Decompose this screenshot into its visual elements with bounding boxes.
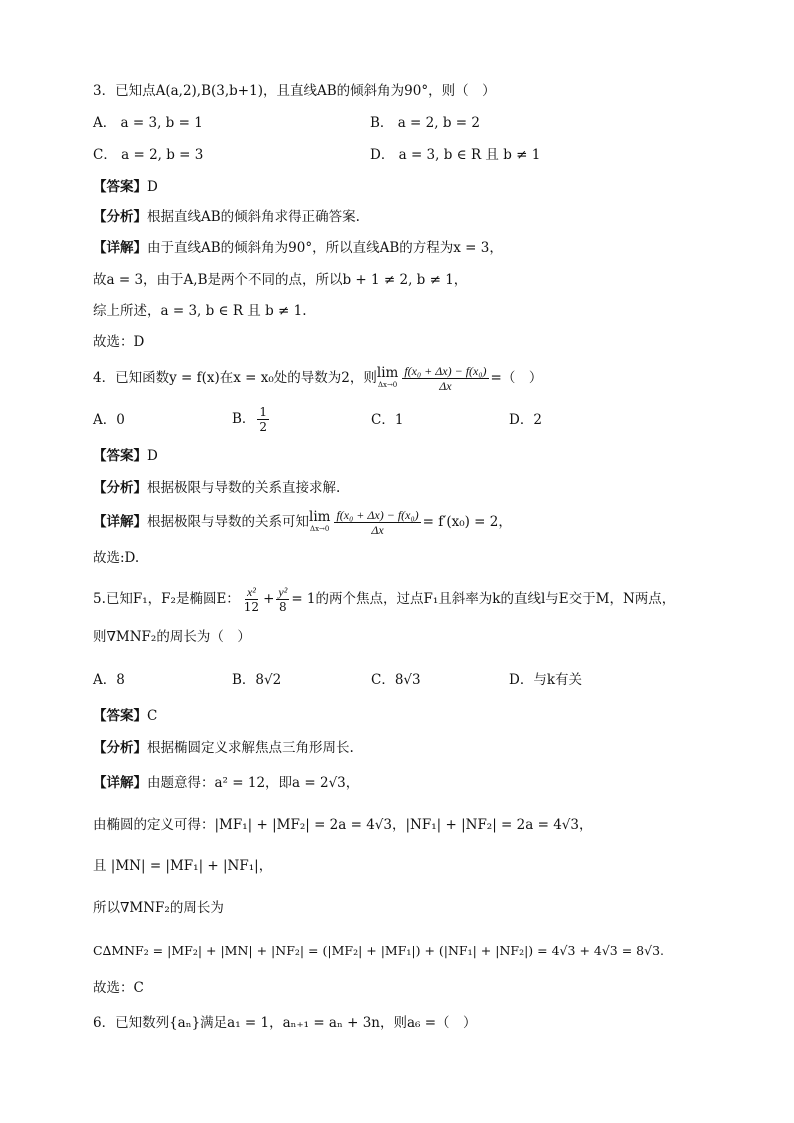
fraction-denominator: 2 [259, 420, 268, 434]
q5-stem-line-2: 则∇MNF₂的周长为（ ） [93, 629, 251, 645]
q3-option-b: B． a = 2, b = 2 [370, 115, 480, 131]
half-fraction [257, 405, 269, 434]
q5-stem-pre: 5.已知F₁，F₂是椭圆E： [93, 591, 240, 607]
q4-option-a: A．0 [93, 412, 125, 428]
detail-label: 【详解】 [93, 775, 147, 791]
q3-option-a: A． a = 3, b = 1 [93, 115, 203, 131]
analysis-text: 根据椭圆定义求解焦点三角形周长. [147, 740, 354, 756]
lim-operator [309, 508, 331, 535]
detail-label: 【详解】 [93, 514, 147, 530]
q4-fraction [402, 364, 488, 393]
q4-stem [93, 363, 542, 393]
q3-detail-line-2: 故a = 3，由于A,B是两个不同的点，所以b + 1 ≠ 2, b ≠ 1， [93, 272, 468, 288]
q4-detail [93, 505, 512, 539]
detail-text: 由题意得：a² = 12，即a = 2√3， [147, 775, 360, 791]
answer-value: D [147, 179, 158, 195]
q4-analysis [93, 478, 340, 498]
fraction-numerator: f(x₀ + Δx) − f(x₀) [336, 508, 419, 522]
q4-option-d: D．2 [509, 412, 542, 428]
q3-choose: 故选：D [93, 334, 145, 350]
q5-answer [93, 706, 157, 726]
answer-label: 【答案】 [93, 448, 147, 464]
q5-detail [93, 773, 359, 793]
lim-word: lim [376, 364, 399, 381]
detail-text: 由于直线AB的倾斜角为90°，所以直线AB的方程为x = 3， [147, 240, 503, 256]
q5-option-a: A．8 [93, 672, 125, 688]
q3-answer [93, 177, 158, 197]
q4-option-c: C．1 [371, 412, 404, 428]
q5-option-b: B．8√2 [232, 672, 282, 688]
fraction-numerator: 1 [259, 405, 268, 419]
q3-option-d: D． a = 3, b ∈ R 且 b ≠ 1 [370, 147, 541, 163]
fraction-denominator: 8 [279, 600, 287, 614]
fraction-denominator: Δx [371, 523, 384, 537]
answer-value: D [147, 448, 158, 464]
q5-stem-post: = 1的两个焦点，过点F₁且斜率为k的直线l与E交于M，N两点， [291, 591, 676, 607]
q3-detail [93, 238, 503, 258]
answer-value: C [147, 708, 158, 724]
q6-stem: 6．已知数列{aₙ}满足a₁ = 1，aₙ₊₁ = aₙ + 3n，则a₆ =（ ） [93, 1015, 477, 1031]
lim-subscript: Δx→0 [310, 524, 330, 533]
analysis-text: 根据直线AB的倾斜角求得正确答案. [147, 209, 360, 225]
lim-subscript: Δx→0 [377, 380, 398, 389]
q3-analysis [93, 207, 360, 227]
q5-stem: 5.已知F₁，F₂是椭圆E： $\frac{\text{x²}}{12}$ + $\frac{\text{y²}}{8}$ = 1的两个焦点，过点F₁且斜率为k的直线l与E交于M，N两点， [93, 585, 676, 614]
analysis-text: 根据极限与导数的关系直接求解. [147, 480, 341, 496]
q5-detail-line-5: C∆MNF₂ = |MF₂| + |MN| + |NF₂| = (|MF₂| + |MF₁|) + (|NF₁| + |NF₂|) = 4√3 + 4√3 = 8√3. [93, 943, 665, 958]
lim-operator [376, 364, 399, 391]
q3-option-c: C． a = 2, b = 3 [93, 147, 204, 163]
fraction-numerator: x² [246, 585, 256, 599]
q5-analysis [93, 738, 354, 758]
q5-choose: 故选：C [93, 980, 144, 996]
detail-fraction [334, 508, 420, 537]
detail-label: 【详解】 [93, 240, 147, 256]
analysis-label: 【分析】 [93, 740, 147, 756]
lim-word: lim [309, 508, 331, 525]
q4-answer [93, 446, 158, 466]
q5-detail-line-2: 由椭圆的定义可得：|MF₁| + |MF₂| = 2a = 4√3，|NF₁| + |NF₂| = 2a = 4√3， [93, 817, 593, 833]
ellipse-x-term [242, 585, 261, 614]
answer-label: 【答案】 [93, 179, 147, 195]
ellipse-y-term [276, 585, 289, 614]
q5-detail-line-4: 所以∇MNF₂的周长为 [93, 900, 224, 916]
detail-result: = f′(x₀) = 2， [422, 514, 512, 530]
q3-detail-line-3: 综上所述，a = 3, b ∈ R 且 b ≠ 1. [93, 303, 307, 319]
q4-stem-pre: 4．已知函数y = f(x)在x = x₀处的导数为2，则 [93, 370, 377, 386]
q4-choose: 故选:D. [93, 550, 140, 566]
q5-option-d: D．与k有关 [509, 672, 583, 688]
fraction-denominator: 12 [243, 600, 260, 614]
detail-text: 根据极限与导数的关系可知 [147, 514, 309, 530]
fraction-numerator: f(x₀ + Δx) − f(x₀) [404, 364, 487, 378]
option-label: B． [232, 411, 256, 427]
fraction-denominator: Δx [439, 379, 452, 393]
q4-stem-post: =（ ） [490, 370, 543, 386]
analysis-label: 【分析】 [93, 209, 147, 225]
fraction-numerator: y² [278, 585, 288, 599]
q5-detail-line-3: 且 |MN| = |MF₁| + |NF₁|， [93, 858, 273, 874]
analysis-label: 【分析】 [93, 480, 147, 496]
q4-option-b [232, 404, 271, 434]
q5-option-c: C．8√3 [371, 672, 421, 688]
answer-label: 【答案】 [93, 708, 147, 724]
q3-stem: 3．已知点A(a,2),B(3,b+1)，且直线AB的倾斜角为90°，则（ ） [93, 83, 496, 99]
